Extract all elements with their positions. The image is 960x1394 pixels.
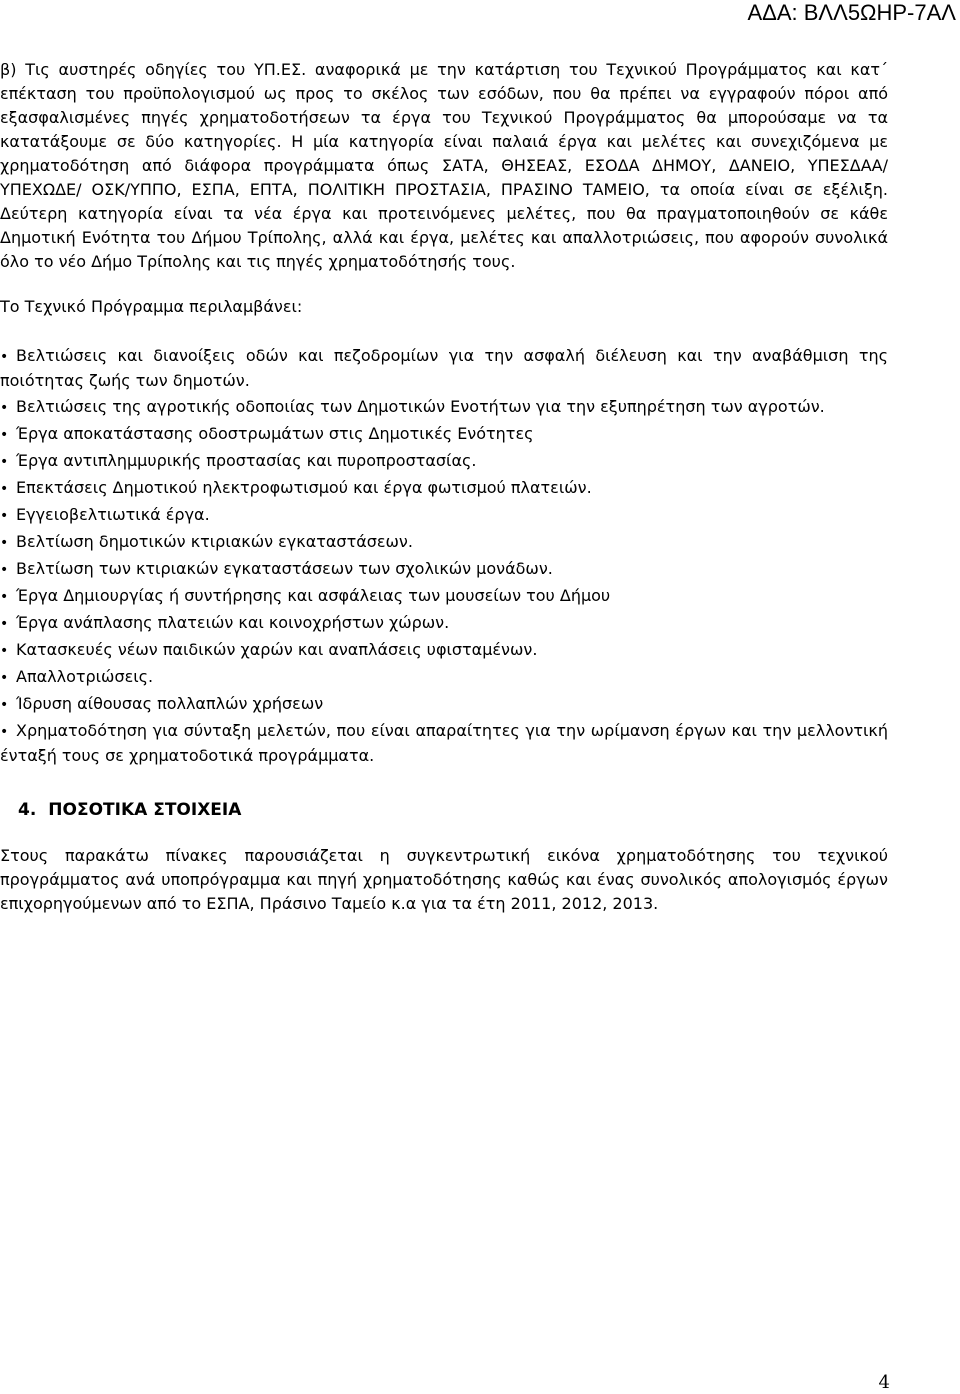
program-list: [0, 344, 888, 768]
document-body: [0, 58, 888, 916]
bullet-icon: •: [0, 562, 9, 578]
closing-paragraph: Στους παρακάτω πίνακες παρουσιάζεται η συγκεντρωτική εικόνα χρηματοδότησης του τεχνικού προγράμματος ανά υποπρόγραμμα και πηγή χρηματοδότησης καθώς και ένας συνολικός απολογισμός έργων επιχορηγούμενων από το ΕΣΠΑ, Πράσινο Ταμείο κ.α για τα έτη 2011, 2012, 2013.: [0, 846, 888, 913]
list-item: • Βελτίωση δημοτικών κτιριακών εγκαταστάσεων.: [0, 530, 888, 555]
list-item: • Ίδρυση αίθουσας πολλαπλών χρήσεων: [0, 692, 888, 717]
intro-paragraph: [0, 58, 888, 274]
list-item: • Χρηματοδότηση για σύνταξη μελετών, που είναι απαραίτητες για την ωρίμανση έργων και την μελλοντική ένταξή τους σε χρηματοδοτικά προγράμματα.: [0, 721, 888, 765]
spacer: [0, 274, 888, 295]
list-item: • Βελτίωση των κτιριακών εγκαταστάσεων των σχολικών μονάδων.: [0, 557, 888, 582]
list-item: • Έργα Δημιουργίας ή συντήρησης και ασφάλειας των μουσείων του Δήμου: [0, 584, 888, 609]
list-item: • Εγγειοβελτιωτικά έργα.: [0, 503, 888, 528]
list-item: • Έργα αποκατάστασης οδοστρωμάτων στις Δημοτικές Ενότητες: [0, 422, 888, 447]
bullet-icon: •: [0, 535, 9, 551]
ada-reference: ΑΔΑ: ΒΛΛ5ΩΗΡ-7ΑΛ: [747, 0, 956, 25]
bullet-icon: •: [0, 643, 9, 659]
section-heading: [0, 798, 888, 822]
list-item: • Βελτιώσεις της αγροτικής οδοποιίας των Δημοτικών Ενοτήτων για την εξυπηρέτηση των αγροτών.: [0, 395, 888, 420]
bullet-icon: •: [0, 349, 9, 365]
list-item: • Βελτιώσεις και διανοίξεις οδών και πεζοδρομίων για την ασφαλή διέλευση και την αναβάθμιση της ποιότητας ζωής των δημοτών.: [0, 346, 888, 390]
list-item: • Έργα ανάπλασης πλατειών και κοινοχρήστων χώρων.: [0, 611, 888, 636]
list-item: • Επεκτάσεις Δημοτικού ηλεκτροφωτισμού και έργα φωτισμού πλατειών.: [0, 476, 888, 501]
page-number: 4: [878, 1372, 890, 1393]
program-intro: Το Τεχνικό Πρόγραμμα περιλαμβάνει:: [0, 297, 303, 316]
bullet-icon: •: [0, 589, 9, 605]
list-item: • Έργα αντιπλημμυρικής προστασίας και πυροπροστασίας.: [0, 449, 888, 474]
list-item: • Απαλλοτριώσεις.: [0, 665, 888, 690]
intro-sentence-1: β) Τις αυστηρές οδηγίες του ΥΠ.ΕΣ. αναφορικά με την κατάρτιση του Τεχνικού Προγράμματος και κατ΄ επέκταση του προϋπολογισμού ως προς το σκέλος των εσόδων, που θα πρέπει να εγγραφούν πόροι από εξασφαλισμένες πηγές χρηματοδοτήσεων τα έργα του Τεχνικού Προγράμματος θα μπορούσαμε να τα κατατάξουμε σε δύο κατηγορίες.: [0, 60, 888, 151]
bullet-icon: •: [0, 697, 9, 713]
bullet-icon: •: [0, 616, 9, 632]
intro-sentence-2: Η μία κατηγορία είναι παλαιά έργα και μελέτες και συνεχιζόμενα με χρηματοδότηση από διάφορα προγράμματα όπως ΣΑΤΑ, ΘΗΣΕΑΣ, ΕΣΟΔΑ ΔΗΜΟΥ, ΔΑΝΕΙΟ, ΥΠΕΣΔΑΑ/ ΥΠΕΧΩΔΕ/ ΟΣΚ/ΥΠΠΟ, ΕΣΠΑ, ΕΠΤΑ, ΠΟΛΙΤΙΚΗ ΠΡΟΣΤΑΣΙΑ, ΠΡΑΣΙΝΟ ΤΑΜΕΙΟ, τα οποία είναι σε εξέλιξη. Δεύτερη κατηγορία είναι τα νέα έργα και προτεινόμενες μελέτες, που θα πραγματοποιηθούν σε κάθε Δημοτική Ενότητα του Δήμου Τρίπολης, αλλά και έργα, μελέτες και απαλλοτριώσεις, που αφορούν συνολικά όλο το νέο Δήμο Τρίπολης και τις πηγές χρηματοδότησής τους.: [0, 132, 888, 271]
bullet-icon: •: [0, 427, 9, 443]
bullet-icon: •: [0, 508, 9, 524]
list-item: • Κατασκευές νέων παιδικών χαρών και αναπλάσεις υφισταμένων.: [0, 638, 888, 663]
section-title: ΠΟΣΟΤΙΚΑ ΣΤΟΙΧΕΙΑ: [48, 800, 242, 820]
bullet-icon: •: [0, 670, 9, 686]
bullet-icon: •: [0, 454, 9, 470]
bullet-icon: •: [0, 481, 9, 497]
bullet-icon: •: [0, 400, 9, 416]
section-number: 4.: [18, 800, 37, 820]
bullet-icon: •: [0, 724, 9, 740]
